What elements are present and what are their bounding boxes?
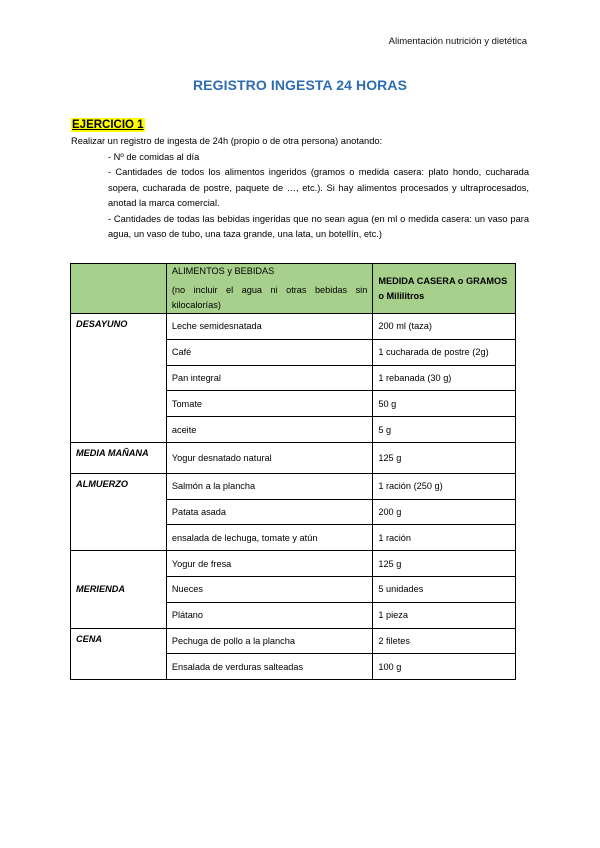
header-meal-cell	[71, 264, 167, 314]
food-cell: Plátano	[166, 602, 372, 628]
amount-cell: 5 g	[373, 417, 516, 443]
table-row	[71, 551, 516, 577]
amount-cell: 1 ración	[373, 525, 516, 551]
amount-cell: 200 g	[373, 499, 516, 525]
food-cell: Café	[166, 339, 372, 365]
instructions	[71, 134, 529, 243]
header-foods: ALIMENTOS y BEBIDAS	[171, 266, 275, 276]
meal-name: MEDIA MAÑANA	[71, 442, 167, 473]
amount-cell: 125 g	[373, 442, 516, 473]
food-cell: Nueces	[166, 576, 372, 602]
instructions-intro: Realizar un registro de ingesta de 24h (propio o de otra persona) anotando:	[71, 136, 383, 146]
food-cell: Tomate	[166, 391, 372, 417]
table-row	[71, 628, 516, 654]
amount-cell: 200 ml (taza)	[373, 314, 516, 340]
food-cell: Salmón a la plancha	[166, 473, 372, 499]
meal-name: CENA	[71, 628, 167, 680]
food-cell: Patata asada	[166, 499, 372, 525]
header-foods-note: (no incluir el agua ni otras bebidas sin kilocalorías)	[171, 285, 368, 310]
food-cell: Yogur de fresa	[166, 551, 372, 577]
instruction-item	[71, 165, 529, 212]
page-header: Alimentación nutrición y dietética	[388, 36, 527, 47]
food-cell: aceite	[166, 417, 372, 443]
table-row	[71, 314, 516, 340]
instruction-item-text: - Cantidades de todos los alimentos ingeridos (gramos o medida casera: plato hondo, cucharada sopera, cucharada de postre, paquete de …, etc.). Si hay alimentos procesados y ultraprocesados, anotad la marca comercial.	[108, 167, 529, 208]
amount-cell: 1 rebanada (30 g)	[373, 365, 516, 391]
food-cell: Pechuga de pollo a la plancha	[166, 628, 372, 654]
exercise-heading: EJERCICIO 1	[72, 119, 144, 131]
table-row	[71, 442, 516, 473]
amount-cell: 1 cucharada de postre (2g)	[373, 339, 516, 365]
instruction-item: - Nº de comidas al día	[108, 151, 200, 162]
amount-cell: 5 unidades	[373, 576, 516, 602]
amount-cell: 100 g	[373, 654, 516, 680]
amount-cell: 2 filetes	[373, 628, 516, 654]
meal-name: MERIENDA	[71, 551, 167, 628]
page-title: REGISTRO INGESTA 24 HORAS	[192, 77, 408, 93]
instruction-item	[71, 212, 529, 243]
food-cell: Yogur desnatado natural	[166, 442, 372, 473]
food-cell: Pan integral	[166, 365, 372, 391]
table-row	[71, 473, 516, 499]
amount-cell: 50 g	[373, 391, 516, 417]
intake-table	[70, 263, 516, 680]
instruction-item-text: - Cantidades de todas las bebidas ingeridas que no sean agua (en ml o medida casera: un vaso para agua, un vaso de tubo, una taza grande, una lata, un botellín, etc.)	[108, 213, 529, 239]
amount-cell: 125 g	[373, 551, 516, 577]
food-cell: Ensalada de verduras salteadas	[166, 654, 372, 680]
meal-name: DESAYUNO	[71, 314, 167, 443]
header-measure: MEDIDA CASERA o GRAMOS o Mililitros	[373, 264, 516, 314]
meal-name: ALMUERZO	[71, 473, 167, 550]
amount-cell: 1 ración (250 g)	[373, 473, 516, 499]
table-header-row	[71, 264, 516, 314]
header-foods-cell	[166, 264, 372, 314]
amount-cell: 1 pieza	[373, 602, 516, 628]
food-cell: ensalada de lechuga, tomate y atún	[166, 525, 372, 551]
food-cell: Leche semidesnatada	[166, 314, 372, 340]
